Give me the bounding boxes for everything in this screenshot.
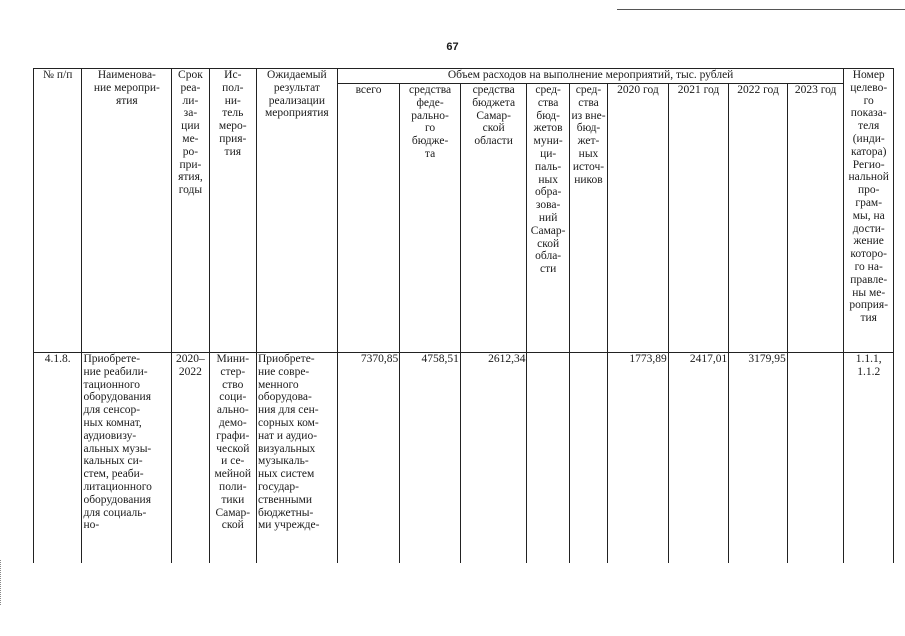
row-result: Приобрете- ние совре- менного оборудова- ния для сен- сорных ком- нат и аудио- визуальных музыкаль- ных систем государ- ственными бюджетны- ми учрежде- — [257, 353, 338, 563]
header-2022: 2022 год — [729, 84, 788, 353]
row-num: 4.1.8. — [34, 353, 82, 563]
header-2020: 2020 год — [608, 84, 669, 353]
header-indicator: Номер целево- го показа- теля (инди- катора) Регио- нальной про- грам- мы, на дости- жение которо- го на- правле- ны ме- роприя- тия — [844, 69, 894, 353]
budget-table — [33, 68, 894, 563]
header-expenses-group: Объем расходов на выполнение мероприятий, тыс. рублей — [337, 69, 844, 84]
header-2023: 2023 год — [787, 84, 844, 353]
top-rule — [617, 9, 905, 10]
header-num: № п/п — [34, 69, 82, 353]
header-offbudget: сред- ства из вне- бюд- жет- ных источ- ников — [569, 84, 607, 353]
header-executor: Ис- пол- ни- тель меро- прия- тия — [209, 69, 256, 353]
row-indicator: 1.1.1, 1.1.2 — [844, 353, 894, 563]
scan-margin-marks — [0, 560, 7, 605]
row-name: Приобрете- ние реабили- тационного оборудования для сенсор- ных комнат, аудиовизу- альных музы- кальных си- стем, реаби- литационного оборудования для социаль- но- — [82, 353, 172, 563]
header-regional: средства бюджета Самар- ской области — [460, 84, 527, 353]
row-2023 — [787, 353, 844, 563]
table-row — [34, 353, 894, 563]
header-federal: средства феде- рально- го бюдже- та — [400, 84, 461, 353]
row-2020: 1773,89 — [608, 353, 669, 563]
row-total: 7370,85 — [337, 353, 400, 563]
row-municipal — [527, 353, 569, 563]
header-2021: 2021 год — [668, 84, 729, 353]
row-offbudget — [569, 353, 607, 563]
row-regional: 2612,34 — [460, 353, 527, 563]
row-2022: 3179,95 — [729, 353, 788, 563]
header-result: Ожидаемый результат реализации мероприятия — [257, 69, 338, 353]
header-municipal: сред- ства бюд- жетов муни- ци- паль- ных обра- зова- ний Самар- ской обла- сти — [527, 84, 569, 353]
header-total: всего — [337, 84, 400, 353]
row-executor: Мини- стер- ство соци- ально- демо- графи- ческой и се- мейной поли- тики Самар- ской — [209, 353, 256, 563]
row-federal: 4758,51 — [400, 353, 461, 563]
header-term: Срок реа- ли- за- ции ме- ро- при- ятия, годы — [172, 69, 209, 353]
page-number: 67 — [446, 41, 459, 53]
header-name: Наименова- ние меропри- ятия — [82, 69, 172, 353]
row-term: 2020– 2022 — [172, 353, 209, 563]
row-2021: 2417,01 — [668, 353, 729, 563]
header-row-1 — [34, 69, 894, 84]
